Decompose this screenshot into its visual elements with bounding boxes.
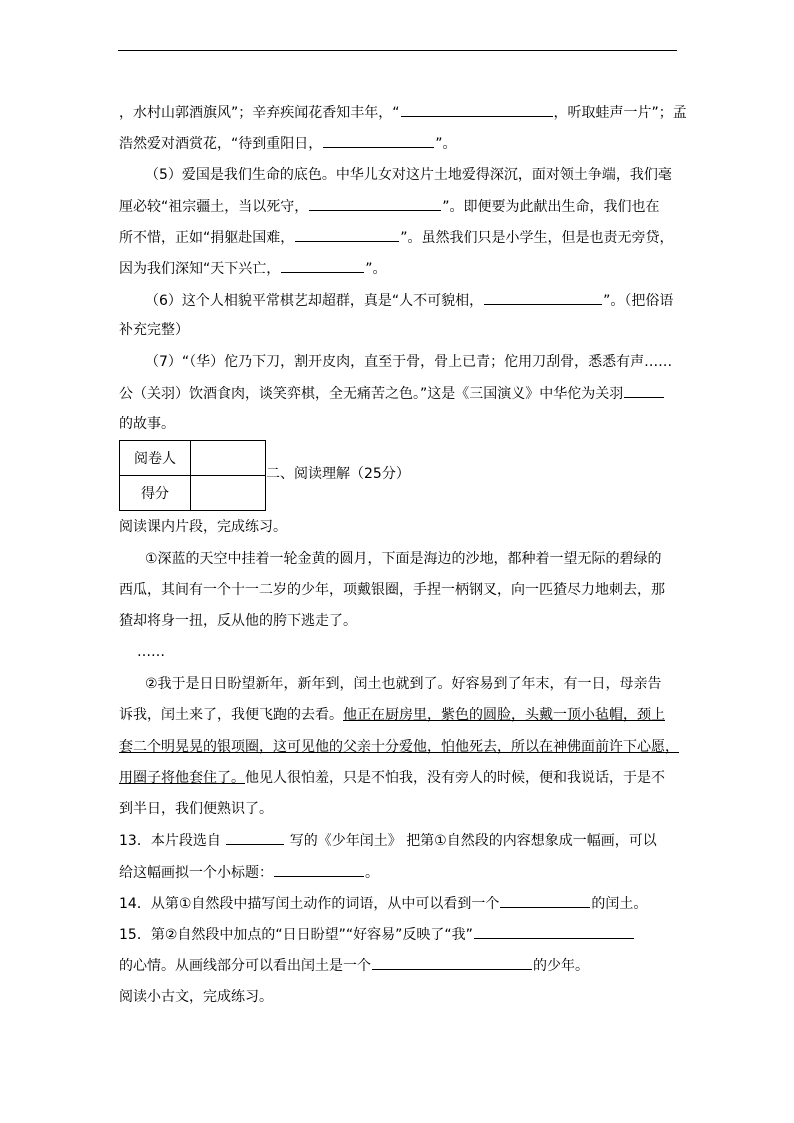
paragraph-line: ②我于是日日盼望新年，新年到，闰土也就到了。好容易到了年末，有一日，母亲告 — [145, 676, 662, 692]
question-15 — [119, 924, 635, 945]
text: 公（关羽）饮酒食肉，谈笑弈棋，全无痛苦之色。”这是《三国演义》中华佗为关羽 — [119, 386, 624, 402]
text: ，听取蛙声一片”；孟 — [553, 105, 687, 121]
text-line — [119, 320, 189, 340]
text-line — [119, 227, 674, 248]
answer-blank[interactable] — [474, 924, 634, 939]
text: 浩然爱对酒赏花，“待到重阳日， — [119, 136, 323, 152]
text: 厘必较“祖宗疆土，当以死守， — [119, 199, 309, 215]
answer-blank[interactable] — [226, 830, 284, 845]
paragraph-line: 到半日，我们便熟识了。 — [119, 801, 273, 817]
text: 把第①自然段的内容想象成一幅画，可以 — [406, 833, 657, 849]
text-line — [119, 133, 457, 154]
text-line — [145, 290, 673, 311]
answer-blank[interactable] — [274, 862, 364, 877]
text: ，水村山郭酒旗风”；辛弃疾闻花香知丰年，“ — [119, 105, 400, 121]
text: ”。（把俗语 — [603, 293, 674, 309]
text: 给这幅画拟一个小标题： — [119, 865, 273, 881]
underlined-text: 用圈子将他套住了。 — [119, 770, 245, 786]
text-line — [119, 196, 660, 217]
answer-blank[interactable] — [624, 383, 664, 398]
question-15-cont — [119, 955, 589, 976]
text: 的心情。从画线部分可以看出闰土是一个 — [119, 958, 371, 974]
answer-blank[interactable] — [323, 133, 434, 148]
text: （5）爱国是我们生命的底色。中华儿女对这片土地爱得深沉，面对领土争端，我们毫 — [145, 167, 672, 183]
section-title: 二、阅读理解（25分） — [266, 466, 410, 482]
paragraph-line — [119, 705, 665, 725]
next-section-intro: 阅读小古文，完成练习。 — [119, 989, 273, 1005]
text: 14．从第①自然段中描写闰土动作的词语，从中可以看到一个 — [119, 896, 500, 912]
text-line — [119, 102, 687, 123]
text: 的少年。 — [533, 958, 589, 974]
text: ”。即便要为此献出生命，我们也在 — [442, 199, 660, 215]
text: 13．本片段选自 — [119, 833, 221, 849]
text: 的故事。 — [119, 416, 175, 432]
score-label-score: 得分 — [120, 476, 191, 511]
answer-blank[interactable] — [281, 258, 364, 273]
text: 的闰土。 — [591, 896, 648, 912]
underlined-text: 他正在厨房里，紫色的圆脸，头戴一顶小毡帽，颈上 — [343, 707, 665, 723]
text: 15．第②自然段中加点的“日日盼望”“好容易”反映了“我” — [119, 927, 473, 943]
ellipsis: …… — [137, 644, 165, 660]
text: 写的《少年闰土》 — [289, 833, 402, 849]
question-13 — [119, 830, 657, 851]
score-label-grader: 阅卷人 — [120, 441, 191, 476]
text-line — [119, 258, 387, 279]
text: 补充完整） — [119, 322, 189, 338]
text-line — [119, 414, 175, 434]
text: 所不惜，正如“捐躯赴国难， — [119, 230, 295, 246]
score-cell-grader[interactable] — [191, 441, 266, 476]
question-14 — [119, 893, 647, 914]
paragraph-line: 西瓜，其间有一个十一二岁的少年，项戴银圈，手捏一柄钢叉，向一匹猹尽力地刺去，那 — [119, 582, 665, 598]
question-13-cont — [119, 862, 379, 883]
answer-blank[interactable] — [309, 196, 441, 211]
header-rule — [118, 50, 677, 51]
text-line — [119, 383, 665, 404]
text: （6）这个人相貌平常棋艺却超群，真是“人不可貌相， — [145, 293, 484, 309]
text: ”。 — [365, 261, 387, 277]
text: 因为我们深知“天下兴亡， — [119, 261, 281, 277]
reading-intro: 阅读课内片段，完成练习。 — [119, 519, 287, 535]
text: 诉我，闰土来了，我便飞跑的去看。 — [119, 707, 343, 723]
paragraph-line: 猹却将身一扭，反从他的胯下逃走了。 — [119, 613, 357, 629]
paragraph-line — [119, 768, 665, 788]
text-line — [145, 352, 672, 372]
paragraph-line: ①深蓝的天空中挂着一轮金黄的圆月，下面是海边的沙地，都种着一望无际的碧绿的 — [145, 551, 662, 567]
answer-blank[interactable] — [295, 227, 399, 242]
answer-blank[interactable] — [401, 102, 553, 117]
text: （7）“（华）佗乃下刀，割开皮肉，直至于骨，骨上已青；佗用刀刮骨，悉悉有声…… — [145, 354, 673, 370]
underlined-text: 套二个明晃晃的银项圈，这可见他的父亲十分爱他，怕他死去，所以在神佛面前许下心愿， — [119, 739, 679, 755]
score-table — [119, 440, 266, 511]
text: 。 — [365, 865, 379, 881]
answer-blank[interactable] — [500, 893, 590, 908]
answer-blank[interactable] — [372, 955, 532, 970]
answer-blank[interactable] — [484, 290, 602, 305]
score-cell-score[interactable] — [191, 476, 266, 511]
text: 他见人很怕羞，只是不怕我，没有旁人的时候，便和我说话，于是不 — [245, 770, 665, 786]
text: ”。虽然我们只是小学生，但是也责无旁贷， — [400, 230, 674, 246]
text-line — [145, 165, 672, 185]
text: ”。 — [435, 136, 457, 152]
